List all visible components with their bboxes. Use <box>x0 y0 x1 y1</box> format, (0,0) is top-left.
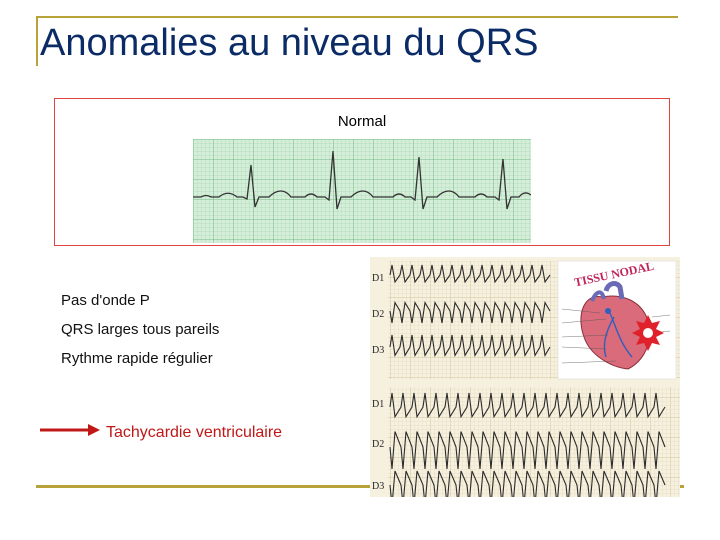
diagnosis-label: Tachycardie ventriculaire <box>106 424 283 441</box>
bullet-fast-rhythm: Rythme rapide régulier <box>61 350 213 367</box>
ventricular-tachycardia-ecg <box>370 257 680 497</box>
bullet-wide-qrs: QRS larges tous pareils <box>61 321 220 338</box>
title-left-rule <box>36 16 38 66</box>
bullet-no-p-wave: Pas d'onde P <box>61 292 150 309</box>
lead-label: D2 <box>372 439 385 450</box>
lead-label: D3 <box>372 481 385 492</box>
slide-title: Anomalies au niveau du QRS <box>40 22 539 64</box>
lead-label: D1 <box>372 273 385 284</box>
normal-label: Normal <box>337 113 387 130</box>
top-rule <box>36 16 678 18</box>
normal-ecg-panel <box>54 98 670 246</box>
heart-diagram-title: TISSU NODAL <box>572 258 656 290</box>
normal-ecg-strip <box>193 139 531 243</box>
lead-label: D3 <box>372 345 385 356</box>
arrow-right-icon <box>40 423 100 442</box>
heart-diagram-inset <box>558 259 676 379</box>
lead-label: D2 <box>372 309 385 320</box>
lead-label: D1 <box>372 399 385 410</box>
